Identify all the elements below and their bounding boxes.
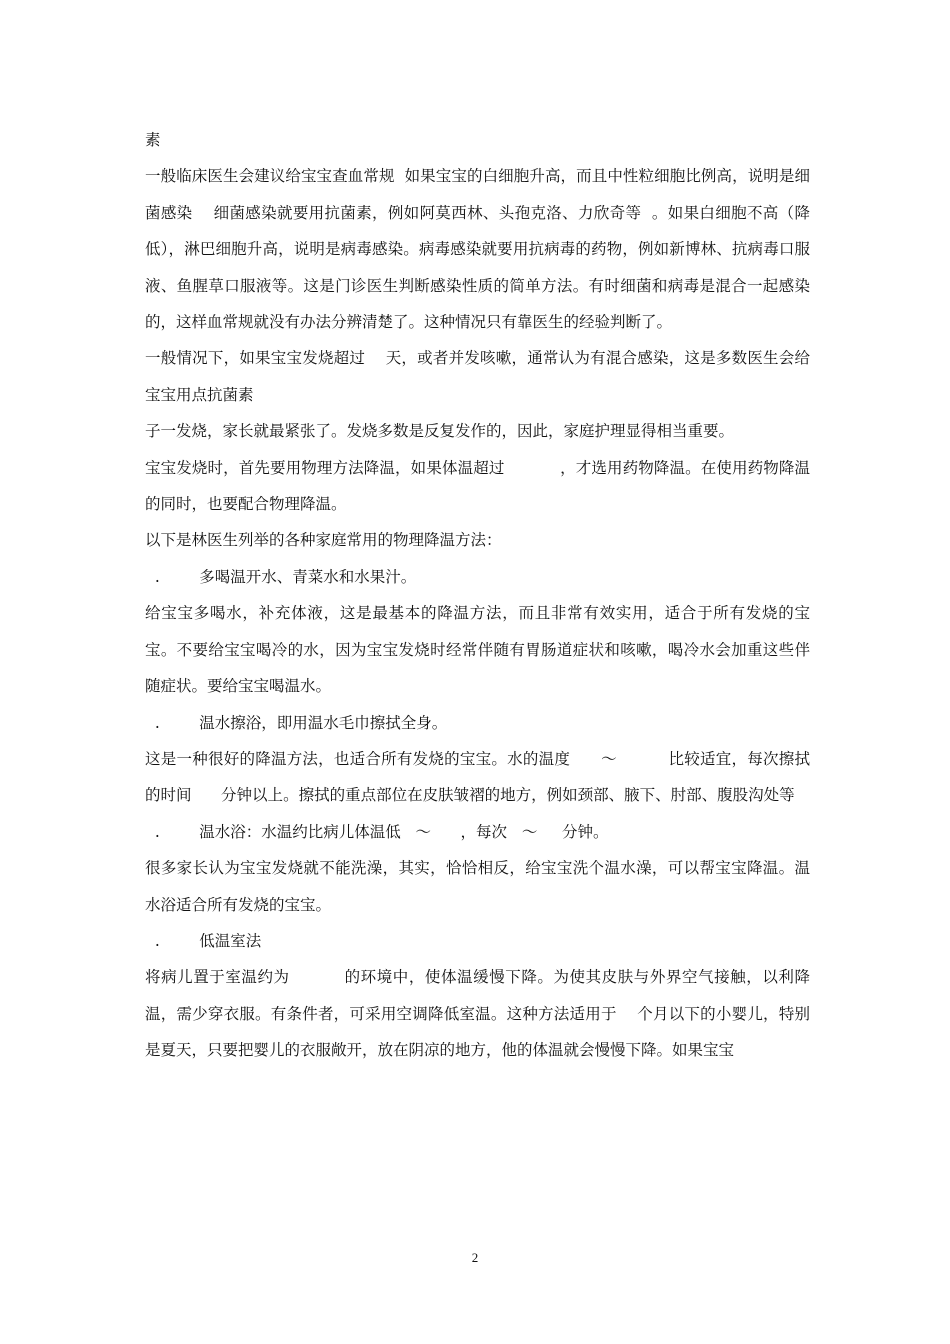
list-item-drink-water: . 多喝温开水、青菜水和水果汁。 [145,567,417,586]
paragraph-methods-intro: 以下是林医生列举的各种家庭常用的物理降温方法： [145,531,502,550]
paragraph-low-room-temp: 将病儿置于室温约为 的环境中，使体温缓慢下降。为使其皮肤与外界空气接触，以利降温，需少穿衣服。有条件者，可采用空调降低室温。这种方法适用于 个月以下的小婴儿，特别是夏天，只要把婴儿的衣服敞开，放在阴凉的地方，他的体温就会慢慢下降。如果宝宝 [145,968,810,1060]
paragraph-home-care: 子一发烧，家长就最紧张了。发烧多数是反复发作的，因此，家庭护理显得相当重要。 [145,422,735,441]
paragraph-continuation: 素 [145,131,161,149]
page-number: 2 [471,1250,479,1265]
list-item-warm-bath: . 温水浴：水温约比病儿体温低 ～ ，每次 ～ 分钟。 [145,822,609,841]
paragraph-warm-bath: 很多家长认为宝宝发烧就不能洗澡，其实，恰恰相反，给宝宝洗个温水澡，可以帮宝宝降温。温水浴适合所有发烧的宝宝。 [145,859,810,914]
paragraph-mixed-infection: 一般情况下，如果宝宝发烧超过 天，或者并发咳嗽，通常认为有混合感染，这是多数医生会给宝宝用点抗菌素 [145,349,810,404]
list-item-low-room-temp: . 低温室法 [145,931,262,950]
paragraph-drink-water: 给宝宝多喝水，补充体液，这是最基本的降温方法，而且非常有效实用，适合于所有发烧的宝宝。不要给宝宝喝冷的水，因为宝宝发烧时经常伴随有胃肠道症状和咳嗽，喝冷水会加重这些伴随症状。要给宝宝喝温水。 [145,604,810,696]
paragraph-sponge-bath: 这是一种很好的降温方法，也适合所有发烧的宝宝。水的温度 ～ 比较适宜，每次擦拭的时间 分钟以上。擦拭的重点部位在皮肤皱褶的地方，例如颈部、腋下、肘部、腹股沟处等 [145,749,810,805]
paragraph-blood-test: 一般临床医生会建议给宝宝查血常规 如果宝宝的白细胞升高，而且中性粒细胞比例高，说明是细菌感染 细菌感染就要用抗菌素，例如阿莫西林、头孢克洛、力欣奇等 。如果白细胞不高（降低），淋巴细胞升高，说明是病毒感染。病毒感染就要用抗病毒的药物，例如新博林、抗病毒口服液、鱼腥草口服液等。这是门诊医生判断感染性质的简单方法。有时细菌和病毒是混合一起感染的，这样血常规就没有办法分辨清楚了。这种情况只有靠医生的经验判断了。 [145,167,810,332]
document-body [145,122,810,1069]
list-item-sponge-bath: . 温水擦浴，即用温水毛巾擦拭全身。 [145,713,448,732]
paragraph-physical-cooling: 宝宝发烧时，首先要用物理方法降温，如果体温超过 ，才选用药物降温。在使用药物降温的同时，也要配合物理降温。 [145,458,810,514]
